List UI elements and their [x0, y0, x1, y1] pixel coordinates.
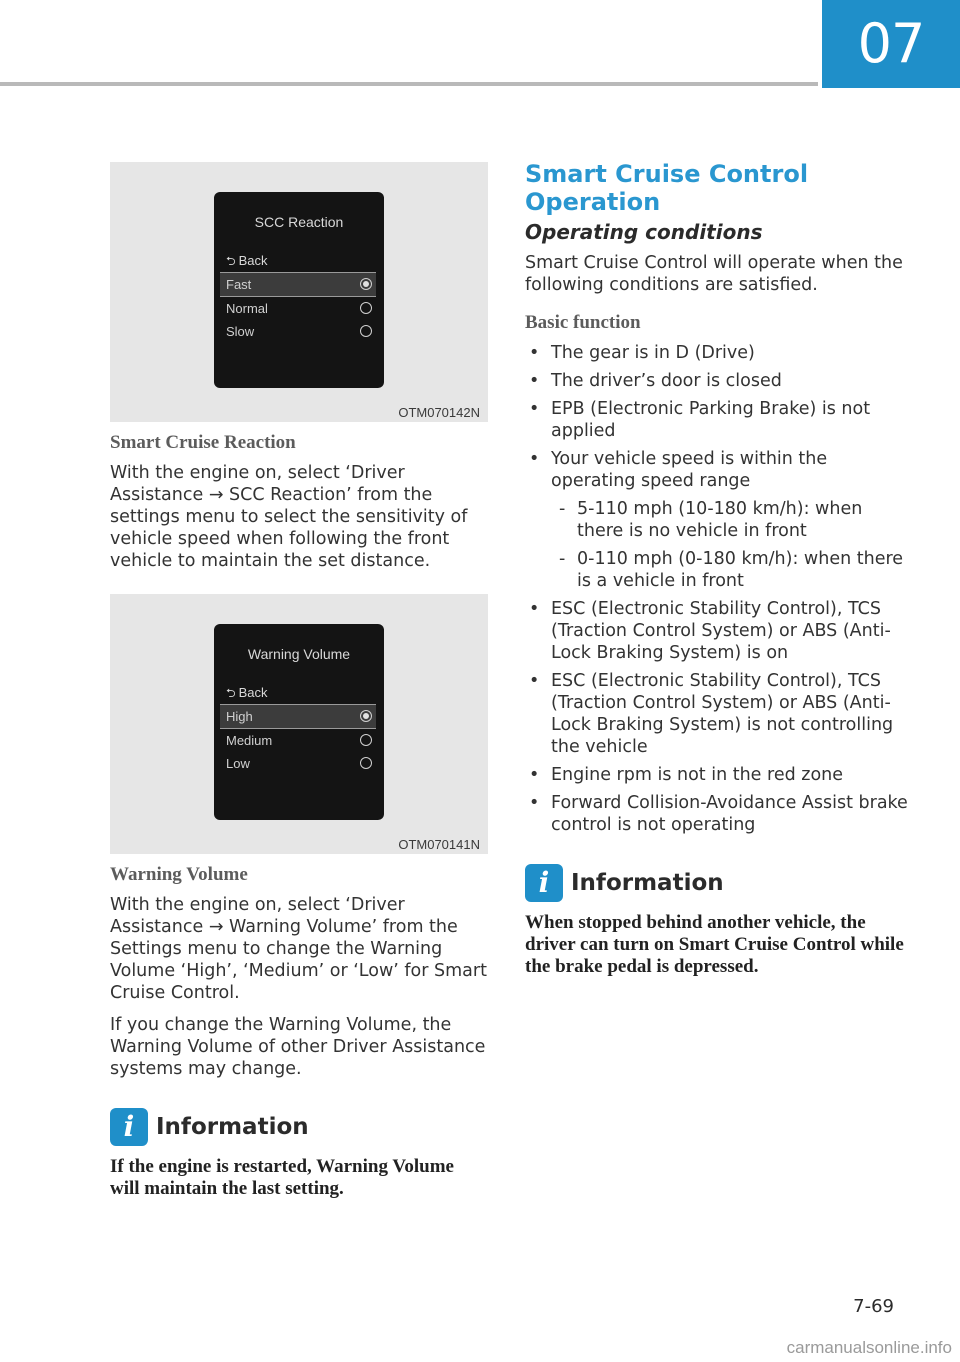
- radio-empty-icon: [360, 734, 372, 746]
- info-text: If the engine is restarted, Warning Volume will maintain the last setting.: [110, 1156, 454, 1199]
- option-menu: [220, 272, 376, 343]
- list-item: • ESC (Electronic Stability Control), TCS (Traction Control System) or ABS (Anti-Lock Braking System) is not controlling the vehicle: [525, 670, 910, 758]
- radio-empty-icon: [360, 757, 372, 769]
- option-high: [220, 704, 376, 729]
- figure-scc-reaction: [110, 162, 488, 422]
- sub-list-item: - 5-110 mph (10-180 km/h): when there is no vehicle in front: [551, 498, 910, 542]
- radio-selected-icon: [360, 710, 372, 722]
- figure-code: OTM070141N: [398, 837, 480, 852]
- information-icon: i: [110, 1108, 148, 1146]
- list-item: • The gear is in D (Drive): [525, 342, 910, 364]
- list-item: • The driver’s door is closed: [525, 370, 910, 392]
- subheading-basic-function: Basic function: [525, 312, 641, 333]
- speed-range-list: [551, 498, 910, 592]
- paragraph-scc-reaction: With the engine on, select ‘Driver Assistance → SCC Reaction’ from the settings menu to select the sensitivity of vehicle speed when following the front vehicle to maintain the set distance.: [110, 463, 468, 571]
- radio-selected-icon: [360, 278, 372, 290]
- radio-empty-icon: [360, 325, 372, 337]
- back-label: Back: [238, 685, 268, 700]
- paragraph-warning-volume-1: With the engine on, select ‘Driver Assistance → Warning Volume’ from the Settings menu to change the Warning Volume ‘High’, ‘Medium’ or ‘Low’ for Smart Cruise Control.: [110, 895, 487, 1003]
- back-arrow-icon: ⮌: [226, 254, 236, 268]
- information-icon: i: [525, 864, 563, 902]
- option-label: High: [226, 709, 253, 724]
- radio-empty-icon: [360, 302, 372, 314]
- list-item: • EPB (Electronic Parking Brake) is not applied: [525, 398, 910, 442]
- figure-code: OTM070142N: [398, 405, 480, 420]
- list-item: [525, 448, 910, 592]
- list-item: • Forward Collision-Avoidance Assist brake control is not operating: [525, 792, 910, 836]
- list-item: • Engine rpm is not in the red zone: [525, 764, 910, 786]
- list-item-text: Your vehicle speed is within the operating speed range: [551, 449, 828, 491]
- back-item: [226, 252, 268, 273]
- info-title: Information: [571, 870, 724, 896]
- section-subtitle: Operating conditions: [525, 220, 763, 244]
- left-column: [110, 162, 488, 1200]
- right-column: [525, 160, 910, 978]
- option-fast: [220, 272, 376, 297]
- paragraph-intro: Smart Cruise Control will operate when the following conditions are satisfied.: [525, 253, 903, 295]
- option-label: Normal: [226, 301, 268, 316]
- option-medium: [220, 729, 376, 752]
- info-box-header: [110, 1108, 488, 1146]
- sub-list-item: - 0-110 mph (0-180 km/h): when there is a vehicle in front: [551, 548, 910, 592]
- list-item: • ESC (Electronic Stability Control), TCS (Traction Control System) or ABS (Anti-Lock Braking System) is on: [525, 598, 910, 664]
- option-menu: [220, 704, 376, 775]
- chapter-tab: 07: [822, 0, 960, 88]
- cluster-screen: [214, 624, 384, 820]
- option-label: Medium: [226, 733, 273, 748]
- page-number: 7-69: [853, 1296, 894, 1317]
- watermark: carmanualsonline.info: [786, 1338, 952, 1357]
- info-text: When stopped behind another vehicle, the driver can turn on Smart Cruise Control while the brake pedal is depressed.: [525, 912, 904, 977]
- conditions-list: [525, 342, 910, 836]
- header-rule: [0, 82, 818, 86]
- cluster-screen: [214, 192, 384, 388]
- section-title: Smart Cruise Control Operation: [525, 160, 809, 216]
- option-low: [220, 752, 376, 775]
- screen-title: SCC Reaction: [254, 214, 344, 230]
- info-title: Information: [156, 1114, 309, 1140]
- back-arrow-icon: ⮌: [226, 686, 236, 700]
- back-item: [226, 684, 268, 705]
- paragraph-warning-volume-2: If you change the Warning Volume, the Warning Volume of other Driver Assistance systems may change.: [110, 1015, 486, 1079]
- option-slow: [220, 320, 376, 343]
- info-box-header: [525, 864, 910, 902]
- option-label: Slow: [226, 324, 255, 339]
- screen-title: Warning Volume: [247, 646, 351, 662]
- option-normal: [220, 297, 376, 320]
- option-label: Low: [226, 756, 250, 771]
- subheading-smart-cruise-reaction: Smart Cruise Reaction: [110, 432, 296, 453]
- subheading-warning-volume: Warning Volume: [110, 864, 248, 885]
- back-label: Back: [238, 253, 268, 268]
- figure-warning-volume: [110, 594, 488, 854]
- option-label: Fast: [226, 277, 252, 292]
